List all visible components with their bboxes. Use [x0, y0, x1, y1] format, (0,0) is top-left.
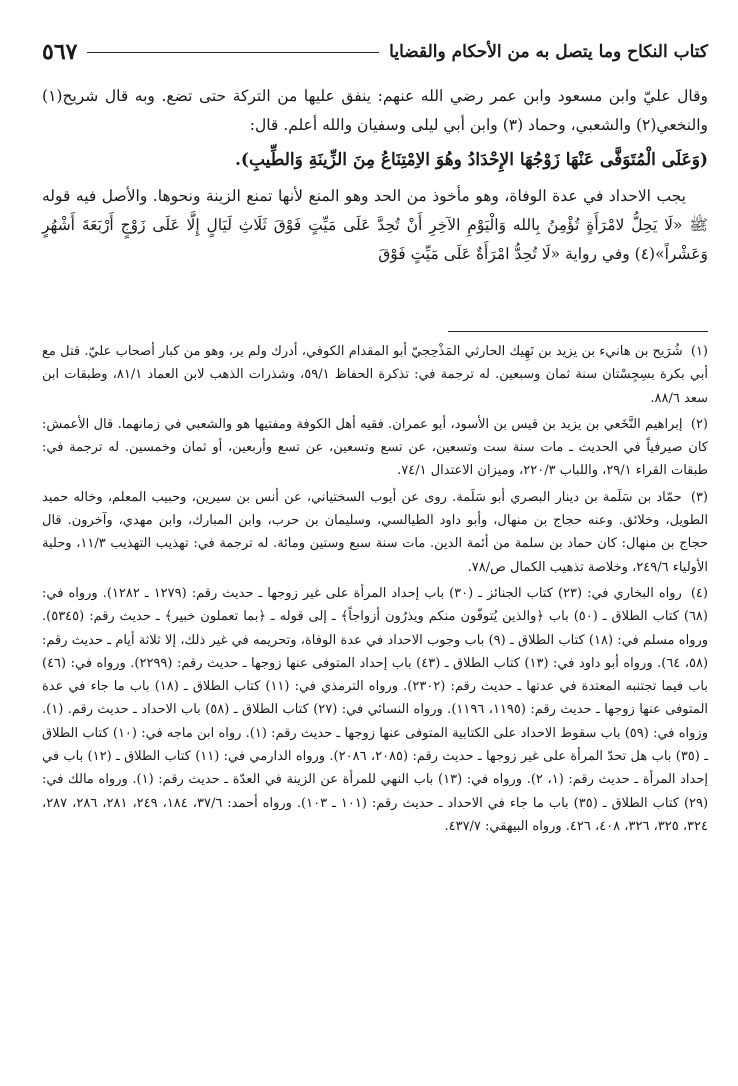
footnote-number: (٣) — [690, 489, 708, 505]
footnote-2 — [42, 413, 708, 483]
header-rule — [87, 52, 379, 53]
footnote-4 — [42, 582, 708, 838]
running-title: كتاب النكاح وما يتصل به من الأحكام والقضايا — [389, 42, 708, 62]
main-text — [42, 82, 708, 269]
footnote-number: (٤) — [690, 585, 708, 601]
footnote-text: رواه البخاري في: (٢٣) كتاب الجنائز ـ (٣٠) باب إحداد المرأة على غير زوجها ـ حديث رقم: (١٢٧٩ ـ ١٢٨٢). ورواه في: (٦٨) كتاب الطلاق ـ (٥٠) باب ﴿والذين يُتوفّون منكم ويذرُون أزواجاً﴾ ـ إلى قوله ـ ﴿بما تعملون خبير﴾ ـ حديث رقم: (٥٣٤٥). ورواه مسلم في: (١٨) كتاب الطلاق ـ (٩) باب وجوب الاحداد في عدة الوفاة، وتحريمه في غير ذلك، إلا ثلاثة أيام ـ حديث رقم: (٥٨، ٦٤). ورواه أبو داود في: (١٣) كتاب الطلاق ـ (٤٣) باب إحداد المتوفى عنها زوجها ـ حديث رقم: (٢٢٩٩). ورواه في: (٤٦) باب فيما تجتنبه المعتدة في عدتها ـ حديث رقم: (٢٣٠٢). ورواه الترمذي في: (١١) كتاب الطلاق ـ (١٨) باب ما جاء في عدة المتوفى عنها زوجها ـ حديث رقم: (١١٩٥، ١١٩٦). ورواه النسائي في: (٢٧) كتاب الطلاق ـ (٥٨) باب الاحداد ـ حديث رقم. (١). وزواه في: (٥٩) باب سقوط الاحداد على الكتابية المتوفى عنها زوجها ـ حديث رقم: (١). رواه ابن ماجه في: (١٠) كتاب الطلاق ـ (٣٥) باب هل تحدّ المرأة على غير زوجها ـ حديث رقم: (٢٠٨٥، ٢٠٨٦). ورواه الدارمي في: (١١) كتاب الطلاق ـ (١٢) باب في إحداد المرأة ـ حديث رقم: (١، ٢). ورواه في: (١٣) باب النهي للمرأة عن الزينة في العدّة ـ حديث رقم: (١). ورواه مالك في: (٢٩) كتاب الطلاق ـ (٣٥) باب ما جاء في الاحداد ـ حديث رقم: (١٠١ ـ ١٠٣). ورواه أحمد: ٣٧/٦، ١٨٤، ٢٤٩، ٢٨١، ٢٨٦، ٢٨٧، ٣٢٤، ٣٢٥، ٣٢٦، ٤٠٨، ٤٢٦. ورواه البيهقي: ٤٣٧/٧. — [42, 585, 709, 834]
footnote-text: حمّاد بن سَلَمة بن دينار البصري أبو سَلَمة. روى عن أيوب السختياني، عن أنس بن سيرين، وحبيب المعلم، وخاله حميد الطويل، وخلائق. وعنه حجاج بن منهال، وأبو داود الطيالسي، وسليمان بن حرب، وابن المبارك، وابن مهدي، وآخرون. قال حجاج بن منهال: كان حماد بن سلمة من أئمة الدين. مات سنة سبع وستين ومائة. له ترجمة في: تهذيب التهذيب ١١/٣، وحلية الأولياء ٢٤٩/٦، وخلاصة تذهيب الكمال ص/٧٨. — [42, 489, 708, 575]
page-header — [42, 36, 708, 68]
intro-paragraph: وقال عليّ وابن مسعود وابن عمر رضي الله عنهم: ينفق عليها من التركة حتى تضع. وبه قال شريح(١) والنخعي(٢) والشعبي، وحماد (٣) وابن أبي ليلى وسفيان والله أعلم. قال: — [42, 87, 708, 134]
commentary-paragraph: يجب الاحداد في عدة الوفاة، وهو مأخوذ من الحد وهو المنع لأنها تمنع الزينة ونحوها. والأصل فيه قوله ﷺ «لَا يَحِلُّ لامْرَأَةٍ تُؤْمِنُ بِالله وَالْيَوْمِ الآخِرِ أَنْ تُحِدَّ عَلَى مَيِّتٍ فَوْقَ ثَلَاثِ لَيَالٍ إِلَّا عَلَى زَوْجٍ أَرْبَعَةَ أَشْهُرٍ وَعَشْراً»(٤) وفي رواية «لَا تُحِدُّ امْرَأَةٌ عَلَى مَيِّتٍ فَوْقَ — [42, 187, 708, 263]
footnote-1 — [42, 340, 708, 410]
footnotes — [42, 340, 708, 838]
footnote-text: شُرَيح بن هانيء بن يزيد بن نَهِيك الحارثي المَذْحِجيّ أبو المقدام الكوفي، أدرك ولم ير، وهو من كبار أصحاب عليّ. قتل مع أبي بكرة بسِجِسْتان سنة ثمان وسبعين. له ترجمة في: تذكرة الحفاظ ٥٩/١، وشذرات الذهب لابن العماد ٨١/١، وطبقات ابن سعد ٨٨/٦. — [42, 344, 708, 406]
page-number: ٥٦٧ — [42, 39, 78, 65]
footnote-separator — [448, 331, 708, 332]
footnote-3 — [42, 486, 708, 579]
matn-verse: (وَعَلَى الْمُتَوَفَّى عَنْهَا زَوْجُهَا الإِحْدَادُ وهُوَ الاِمْتِنَاعُ مِنَ الزِّينَةِ وَالطِّيبِ). — [235, 150, 708, 170]
footnote-number: (١) — [690, 344, 708, 359]
footnote-number: (٢) — [690, 416, 708, 432]
footnote-text: إبراهيم النَّخَعي بن يزيد بن قيس بن الأسود، أبو عمران. فقيه أهل الكوفة ومفتيها هو والشعبي في زمانهما. قال الأعمش: كان صيرفياً في الحديث ـ مات سنة ست وتسعين، عن تسع وتسعين، عن تسع وأربعين، أو ثمان وخمسين. له ترجمة في: طبقات القراء ٢٩/١، واللباب ٢٢٠/٣، وميزان الاعتدال ٧٤/١. — [42, 416, 708, 479]
